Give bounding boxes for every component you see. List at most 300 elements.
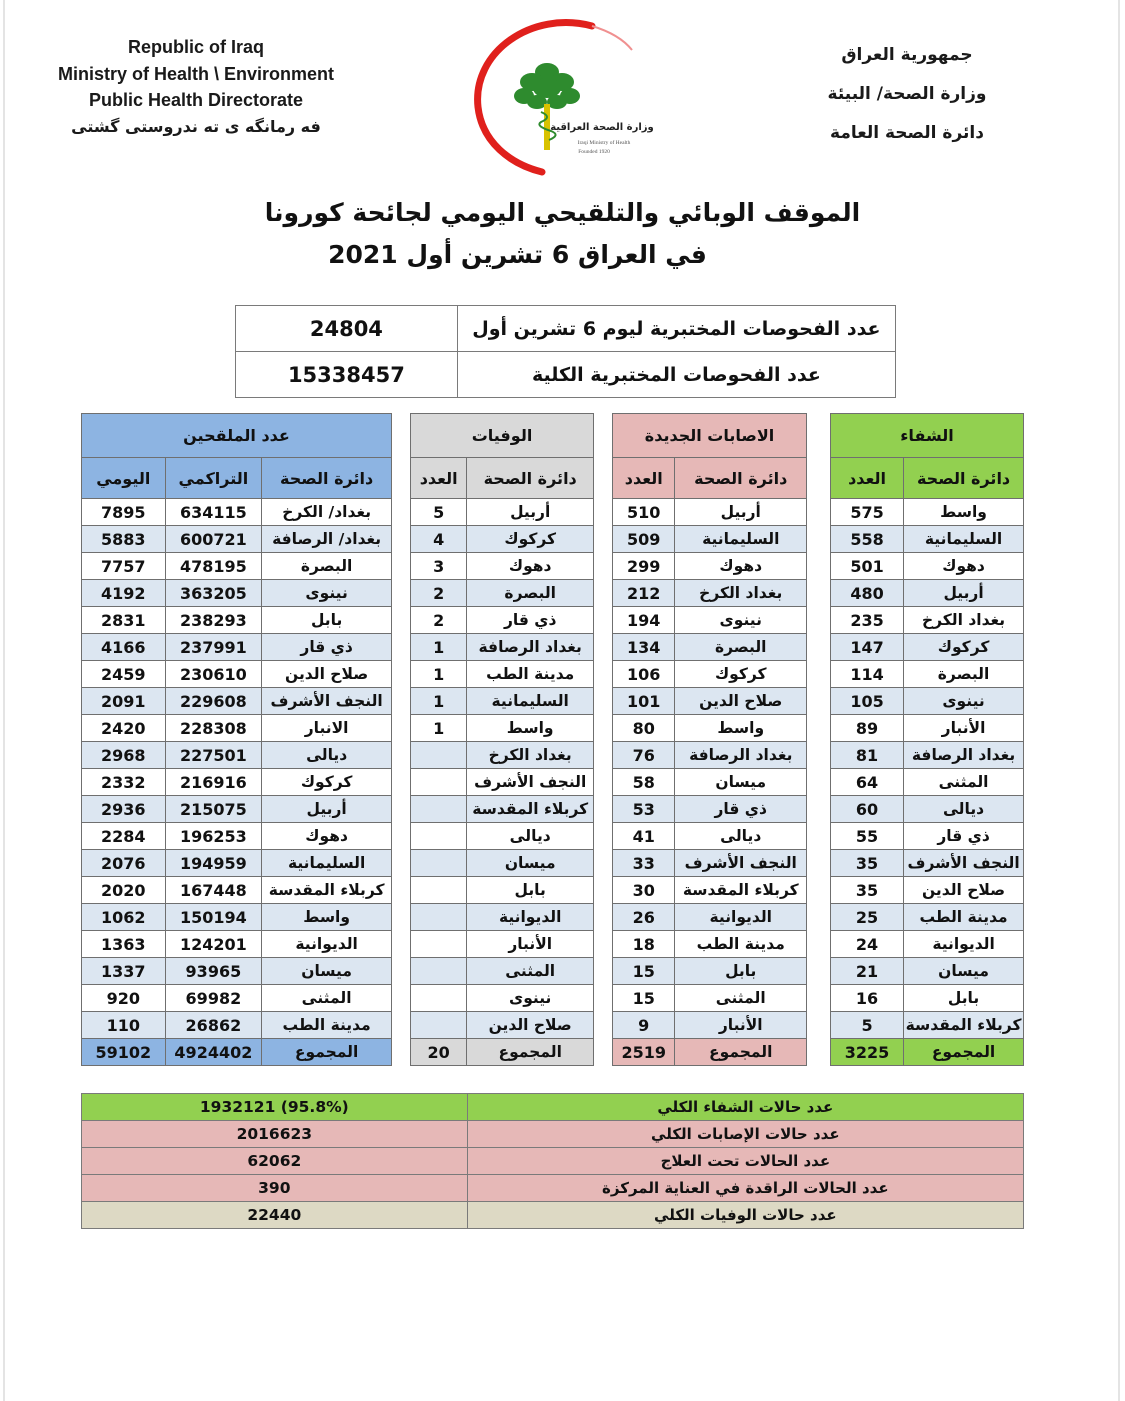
new-cases-col-count: العدد: [613, 458, 675, 499]
directorate-cell: مدينة الطب: [467, 661, 594, 688]
table-row: [831, 526, 1024, 553]
deaths-total-label: المجموع: [467, 1039, 594, 1066]
count-cell: 58: [613, 769, 675, 796]
table-row: [411, 877, 594, 904]
table-row: [411, 499, 594, 526]
cumulative-cell: 363205: [165, 580, 262, 607]
daily-cell: 2020: [82, 877, 166, 904]
table-row: [831, 661, 1024, 688]
count-cell: 35: [831, 850, 904, 877]
daily-cell: 7757: [82, 553, 166, 580]
directorate-cell: السليمانية: [904, 526, 1024, 553]
table-row: [82, 661, 392, 688]
directorate-cell: ديالى: [262, 742, 392, 769]
cumulative-cell: 230610: [165, 661, 262, 688]
count-cell: 3: [411, 553, 467, 580]
directorate-cell: دهوك: [675, 553, 807, 580]
title-line-1: الموقف الوبائي والتلقيحي اليومي لجائحة كورونا: [264, 198, 861, 227]
summary-label: عدد حالات الشفاء الكلي: [467, 1094, 1023, 1121]
directorate-cell: كركوك: [467, 526, 594, 553]
table-row: [831, 607, 1024, 634]
count-cell: 114: [831, 661, 904, 688]
count-cell: [411, 796, 467, 823]
table-row: [82, 580, 392, 607]
directorate-cell: صلاح الدين: [675, 688, 807, 715]
cumulative-cell: 124201: [165, 931, 262, 958]
ministry-logo-icon: [462, 12, 667, 182]
count-cell: 299: [613, 553, 675, 580]
directorate-cell: مدينة الطب: [904, 904, 1024, 931]
count-cell: 89: [831, 715, 904, 742]
directorate-cell: النجف الأشرف: [467, 769, 594, 796]
directorate-cell: بغداد الرصافة: [675, 742, 807, 769]
count-cell: 194: [613, 607, 675, 634]
cumulative-cell: 167448: [165, 877, 262, 904]
directorate-cell: نينوى: [904, 688, 1024, 715]
table-row: [82, 526, 392, 553]
directorate-cell: ميسان: [262, 958, 392, 985]
directorate-cell: بغداد الكرخ: [904, 607, 1024, 634]
directorate-cell: ذي قار: [262, 634, 392, 661]
table-row: [613, 634, 807, 661]
lab-tests-total-label: عدد الفحوصات المختبرية الكلية: [457, 352, 895, 398]
table-row: [82, 796, 392, 823]
summary-row: [82, 1121, 1024, 1148]
table-row: [411, 634, 594, 661]
directorate-cell: أربيل: [675, 499, 807, 526]
directorate-cell: كربلاء المقدسة: [904, 1012, 1024, 1039]
count-cell: [411, 877, 467, 904]
table-row: [831, 877, 1024, 904]
table-row: [831, 580, 1024, 607]
vaccinated-col-daily: اليومي: [82, 458, 166, 499]
directorate-cell: المثنى: [262, 985, 392, 1012]
summary-label: عدد الحالات تحت العلاج: [467, 1148, 1023, 1175]
table-row: [411, 850, 594, 877]
daily-cell: 920: [82, 985, 166, 1012]
ministry-logo: [462, 12, 667, 182]
lab-tests-total-value: 15338457: [236, 352, 458, 398]
table-row: [411, 769, 594, 796]
directorate-cell: الديوانية: [675, 904, 807, 931]
cumulative-cell: 93965: [165, 958, 262, 985]
daily-cell: 2420: [82, 715, 166, 742]
directorate-cell: واسط: [675, 715, 807, 742]
directorate-cell: بابل: [904, 985, 1024, 1012]
table-row: [82, 607, 392, 634]
table-row: [613, 850, 807, 877]
header-kurdish: فه رمانگه ى ته ندروستى گشتى: [71, 116, 321, 136]
daily-cell: 2459: [82, 661, 166, 688]
directorate-cell: ديالى: [467, 823, 594, 850]
header-arabic-directorate: دائرة الصحة العامة: [830, 123, 984, 143]
directorate-cell: بابل: [467, 877, 594, 904]
directorate-cell: كربلاء المقدسة: [262, 877, 392, 904]
count-cell: [411, 823, 467, 850]
count-cell: 480: [831, 580, 904, 607]
count-cell: 1: [411, 661, 467, 688]
count-cell: 558: [831, 526, 904, 553]
directorate-cell: بابل: [675, 958, 807, 985]
cumulative-cell: 229608: [165, 688, 262, 715]
summary-label: عدد الحالات الراقدة في العناية المركزة: [467, 1175, 1023, 1202]
summary-value: (95.8%) 1932121: [82, 1094, 468, 1121]
summary-row: [82, 1175, 1024, 1202]
directorate-cell: دهوك: [262, 823, 392, 850]
table-row: [411, 904, 594, 931]
directorate-cell: كركوك: [904, 634, 1024, 661]
daily-cell: 1363: [82, 931, 166, 958]
summary-row: [82, 1202, 1024, 1229]
count-cell: 81: [831, 742, 904, 769]
cumulative-cell: 228308: [165, 715, 262, 742]
table-row: [831, 769, 1024, 796]
count-cell: [411, 742, 467, 769]
count-cell: 18: [613, 931, 675, 958]
logo-english-text: Iraqi Ministry of Health: [577, 140, 631, 146]
directorate-cell: واسط: [262, 904, 392, 931]
table-row: [613, 499, 807, 526]
count-cell: 16: [831, 985, 904, 1012]
directorate-cell: ذي قار: [904, 823, 1024, 850]
directorate-cell: مدينة الطب: [262, 1012, 392, 1039]
table-row: [82, 499, 392, 526]
cumulative-cell: 194959: [165, 850, 262, 877]
logo-founded-text: Founded 1920: [578, 149, 610, 155]
table-row: [613, 607, 807, 634]
cumulative-cell: 196253: [165, 823, 262, 850]
recoveries-total-row: [831, 1039, 1024, 1066]
table-row: [831, 985, 1024, 1012]
count-cell: 501: [831, 553, 904, 580]
vaccinated-total-row: [82, 1039, 392, 1066]
vaccinated-col-cumulative: التراكمي: [165, 458, 262, 499]
table-row: [82, 985, 392, 1012]
directorate-cell: بغداد الرصافة: [904, 742, 1024, 769]
recoveries-col-directorate: دائرة الصحة: [904, 458, 1024, 499]
summary-row: [82, 1148, 1024, 1175]
table-row: [613, 715, 807, 742]
deaths-total-value: 20: [411, 1039, 467, 1066]
table-row: [411, 823, 594, 850]
daily-cell: 2091: [82, 688, 166, 715]
directorate-cell: ذي قار: [675, 796, 807, 823]
recoveries-title: الشفاء: [831, 414, 1024, 458]
directorate-cell: بغداد الرصافة: [467, 634, 594, 661]
table-row: [411, 931, 594, 958]
vaccinated-total-daily: 59102: [82, 1039, 166, 1066]
directorate-cell: البصرة: [904, 661, 1024, 688]
directorate-cell: ديالى: [675, 823, 807, 850]
table-row: [613, 553, 807, 580]
vaccinated-total-label: المجموع: [262, 1039, 392, 1066]
count-cell: 2: [411, 607, 467, 634]
count-cell: 15: [613, 985, 675, 1012]
table-row: [613, 958, 807, 985]
count-cell: 212: [613, 580, 675, 607]
count-cell: 1: [411, 634, 467, 661]
daily-cell: 2968: [82, 742, 166, 769]
directorate-cell: ميسان: [904, 958, 1024, 985]
title-line-2: في العراق 6 تشرين أول 2021: [328, 240, 707, 269]
cumulative-cell: 227501: [165, 742, 262, 769]
table-row: [831, 796, 1024, 823]
summary-row: [82, 1094, 1024, 1121]
directorate-cell: صلاح الدين: [262, 661, 392, 688]
summary-label: عدد حالات الإصابات الكلي: [467, 1121, 1023, 1148]
table-row: [82, 742, 392, 769]
directorate-cell: ديالى: [904, 796, 1024, 823]
summary-value: 62062: [82, 1148, 468, 1175]
directorate-cell: دهوك: [467, 553, 594, 580]
table-row: [82, 553, 392, 580]
directorate-cell: الديوانية: [262, 931, 392, 958]
count-cell: 53: [613, 796, 675, 823]
directorate-cell: كركوك: [675, 661, 807, 688]
directorate-cell: البصرة: [675, 634, 807, 661]
logo-arabic-text: وزارة الصحة العراقية: [550, 122, 654, 133]
count-cell: [411, 904, 467, 931]
table-row: [411, 661, 594, 688]
count-cell: 105: [831, 688, 904, 715]
directorate-cell: الأنبار: [904, 715, 1024, 742]
summary-table: [81, 1093, 1024, 1229]
directorate-cell: المثنى: [467, 958, 594, 985]
directorate-cell: بغداد الكرخ: [675, 580, 807, 607]
table-row: [82, 688, 392, 715]
count-cell: 41: [613, 823, 675, 850]
count-cell: 76: [613, 742, 675, 769]
table-row: [82, 904, 392, 931]
directorate-cell: البصرة: [467, 580, 594, 607]
table-row: [831, 634, 1024, 661]
recoveries-col-count: العدد: [831, 458, 904, 499]
cumulative-cell: 26862: [165, 1012, 262, 1039]
daily-cell: 2076: [82, 850, 166, 877]
vaccinated-total-cumulative: 4924402: [165, 1039, 262, 1066]
count-cell: 80: [613, 715, 675, 742]
count-cell: 21: [831, 958, 904, 985]
table-row: [831, 688, 1024, 715]
cumulative-cell: 478195: [165, 553, 262, 580]
directorate-cell: الانبار: [262, 715, 392, 742]
daily-cell: 7895: [82, 499, 166, 526]
directorate-cell: بابل: [262, 607, 392, 634]
summary-label: عدد حالات الوفيات الكلي: [467, 1202, 1023, 1229]
table-row: [831, 553, 1024, 580]
table-row: [82, 634, 392, 661]
header-arabic-ministry: وزارة الصحة/ البيئة: [827, 84, 987, 104]
vaccinated-title: عدد الملقحين: [82, 414, 392, 458]
table-row: [831, 931, 1024, 958]
directorate-cell: كربلاء المقدسة: [675, 877, 807, 904]
count-cell: 235: [831, 607, 904, 634]
count-cell: 575: [831, 499, 904, 526]
table-row: [411, 1012, 594, 1039]
summary-value: 22440: [82, 1202, 468, 1229]
table-row: [831, 958, 1024, 985]
count-cell: 509: [613, 526, 675, 553]
directorate-cell: الديوانية: [467, 904, 594, 931]
directorate-cell: بغداد الكرخ: [467, 742, 594, 769]
directorate-cell: صلاح الدين: [467, 1012, 594, 1039]
directorate-cell: المثنى: [904, 769, 1024, 796]
directorate-cell: واسط: [467, 715, 594, 742]
table-row: [831, 823, 1024, 850]
vaccinated-table: [81, 413, 392, 1066]
table-row: [82, 823, 392, 850]
count-cell: 2: [411, 580, 467, 607]
new-cases-col-directorate: دائرة الصحة: [675, 458, 807, 499]
daily-cell: 2936: [82, 796, 166, 823]
header-arabic-block: [800, 36, 1014, 153]
cumulative-cell: 150194: [165, 904, 262, 931]
directorate-cell: الأنبار: [467, 931, 594, 958]
table-row: [411, 526, 594, 553]
count-cell: 9: [613, 1012, 675, 1039]
table-row: [82, 877, 392, 904]
count-cell: 101: [613, 688, 675, 715]
directorate-cell: أربيل: [904, 580, 1024, 607]
count-cell: 35: [831, 877, 904, 904]
daily-cell: 110: [82, 1012, 166, 1039]
directorate-cell: النجف الأشرف: [675, 850, 807, 877]
table-row: [411, 553, 594, 580]
table-row: [613, 580, 807, 607]
table-row: [613, 931, 807, 958]
count-cell: 1: [411, 688, 467, 715]
recoveries-total-label: المجموع: [904, 1039, 1024, 1066]
header-republic: Republic of Iraq: [127, 37, 264, 57]
deaths-title: الوفيات: [411, 414, 594, 458]
daily-cell: 1062: [82, 904, 166, 931]
deaths-total-row: [411, 1039, 594, 1066]
directorate-cell: البصرة: [262, 553, 392, 580]
deaths-table: [410, 413, 594, 1066]
table-row: [613, 985, 807, 1012]
directorate-cell: كربلاء المقدسة: [467, 796, 594, 823]
header-arabic-republic: جمهورية العراق: [841, 45, 973, 65]
new-cases-total-value: 2519: [613, 1039, 675, 1066]
summary-value: 390: [82, 1175, 468, 1202]
header-ministry: Ministry of Health \ Environment: [57, 63, 335, 84]
directorate-cell: الأنبار: [675, 1012, 807, 1039]
table-row: [613, 661, 807, 688]
count-cell: 60: [831, 796, 904, 823]
vaccinated-col-directorate: دائرة الصحة: [262, 458, 392, 499]
deaths-col-directorate: دائرة الصحة: [467, 458, 594, 499]
table-row: [82, 958, 392, 985]
count-cell: 33: [613, 850, 675, 877]
table-row: [411, 985, 594, 1012]
table-row: [82, 850, 392, 877]
new-cases-total-label: المجموع: [675, 1039, 807, 1066]
directorate-cell: المثنى: [675, 985, 807, 1012]
directorate-cell: النجف الأشرف: [262, 688, 392, 715]
directorate-cell: السليمانية: [675, 526, 807, 553]
directorate-cell: السليمانية: [262, 850, 392, 877]
table-row: [831, 1012, 1024, 1039]
table-row: [411, 688, 594, 715]
directorate-cell: ميسان: [467, 850, 594, 877]
directorate-cell: بغداد/ الرصافة: [262, 526, 392, 553]
cumulative-cell: 216916: [165, 769, 262, 796]
directorate-cell: أربيل: [262, 796, 392, 823]
table-row: [82, 931, 392, 958]
table-row: [411, 715, 594, 742]
directorate-cell: السليمانية: [467, 688, 594, 715]
table-row: [411, 607, 594, 634]
directorate-cell: النجف الأشرف: [904, 850, 1024, 877]
daily-cell: 2831: [82, 607, 166, 634]
daily-cell: 4166: [82, 634, 166, 661]
table-row: [613, 823, 807, 850]
count-cell: [411, 1012, 467, 1039]
directorate-cell: نينوى: [262, 580, 392, 607]
lab-tests-table: [235, 305, 896, 398]
cumulative-cell: 215075: [165, 796, 262, 823]
new-cases-total-row: [613, 1039, 807, 1066]
directorate-cell: نينوى: [675, 607, 807, 634]
summary-value: 2016623: [82, 1121, 468, 1148]
count-cell: 147: [831, 634, 904, 661]
directorate-cell: الديوانية: [904, 931, 1024, 958]
table-row: [613, 796, 807, 823]
table-row: [831, 850, 1024, 877]
table-row: [82, 769, 392, 796]
count-cell: 24: [831, 931, 904, 958]
count-cell: 64: [831, 769, 904, 796]
count-cell: 26: [613, 904, 675, 931]
count-cell: 1: [411, 715, 467, 742]
table-row: [411, 742, 594, 769]
count-cell: 30: [613, 877, 675, 904]
daily-cell: 2332: [82, 769, 166, 796]
lab-tests-total-row: [236, 352, 896, 398]
directorate-cell: واسط: [904, 499, 1024, 526]
count-cell: [411, 850, 467, 877]
directorate-cell: أربيل: [467, 499, 594, 526]
recoveries-table: [830, 413, 1024, 1066]
count-cell: 134: [613, 634, 675, 661]
count-cell: 15: [613, 958, 675, 985]
table-row: [613, 688, 807, 715]
daily-cell: 1337: [82, 958, 166, 985]
cumulative-cell: 600721: [165, 526, 262, 553]
daily-cell: 4192: [82, 580, 166, 607]
table-row: [411, 796, 594, 823]
directorate-cell: مدينة الطب: [675, 931, 807, 958]
table-row: [613, 1012, 807, 1039]
directorate-cell: ميسان: [675, 769, 807, 796]
count-cell: 5: [411, 499, 467, 526]
cumulative-cell: 237991: [165, 634, 262, 661]
table-row: [613, 877, 807, 904]
table-row: [831, 499, 1024, 526]
new-cases-title: الاصابات الجديدة: [613, 414, 807, 458]
table-row: [831, 715, 1024, 742]
count-cell: [411, 985, 467, 1012]
table-row: [613, 904, 807, 931]
deaths-col-count: العدد: [411, 458, 467, 499]
table-row: [82, 1012, 392, 1039]
count-cell: 25: [831, 904, 904, 931]
directorate-cell: نينوى: [467, 985, 594, 1012]
header-directorate: Public Health Directorate: [88, 90, 304, 110]
header-english-block: [40, 34, 352, 140]
count-cell: [411, 931, 467, 958]
directorate-cell: دهوك: [904, 553, 1024, 580]
